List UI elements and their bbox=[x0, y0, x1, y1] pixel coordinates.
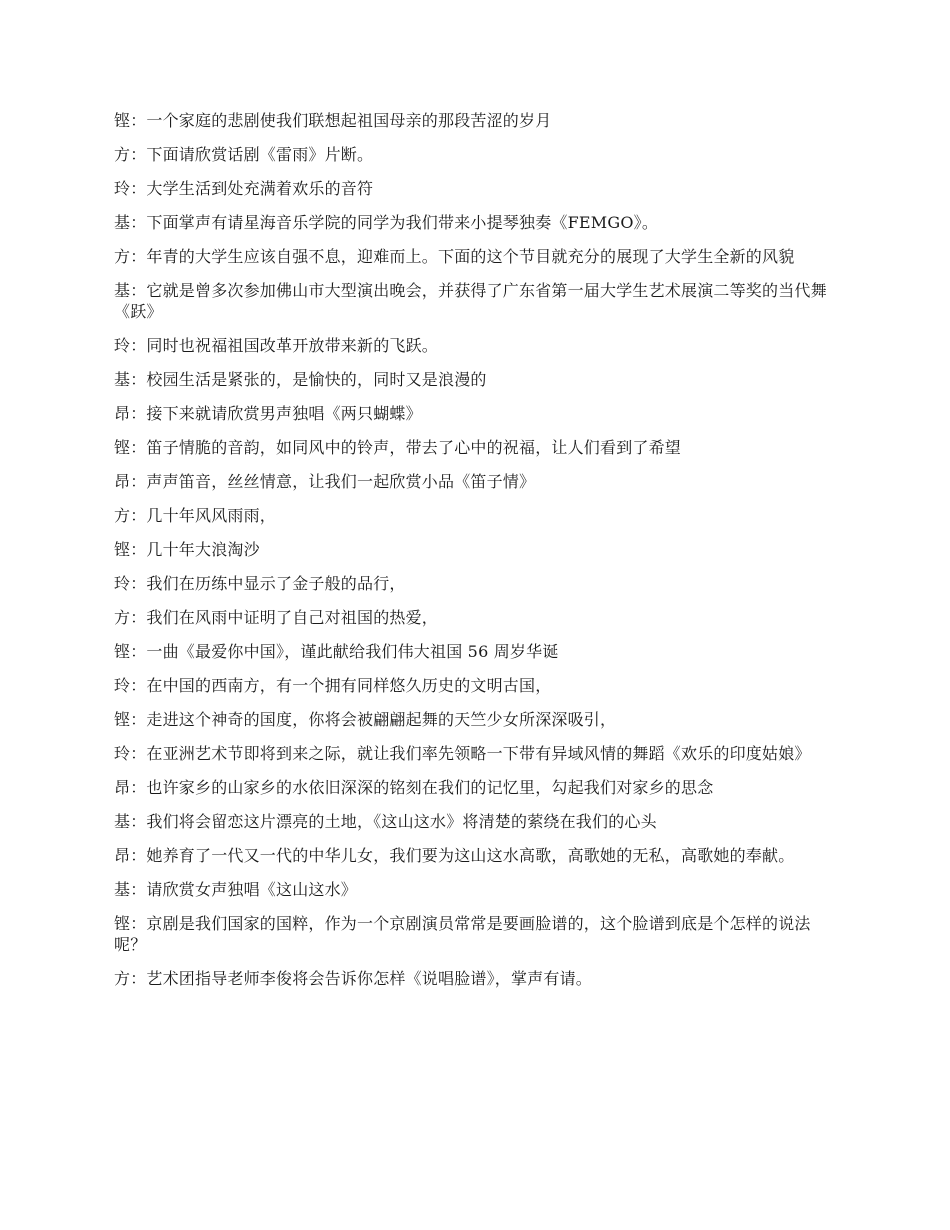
paragraph: 玲：我们在历练中显示了金子般的品行， bbox=[114, 574, 406, 593]
paragraph: 基：下面掌声有请星海音乐学院的同学为我们带来小提琴独奏《FEMGO》。 bbox=[114, 213, 659, 232]
paragraph: 玲：同时也祝福祖国改革开放带来新的飞跃。 bbox=[114, 336, 439, 355]
document-body bbox=[114, 110, 840, 1002]
paragraph: 玲：在亚洲艺术节即将到来之际，就让我们率先领略一下带有异域风情的舞蹈《欢乐的印度姑娘》 bbox=[114, 744, 811, 763]
paragraph: 铿：几十年大浪淘沙 bbox=[114, 540, 260, 559]
paragraph: 基：请欣赏女声独唱《这山这水》 bbox=[114, 880, 358, 899]
paragraph: 玲：在中国的西南方，有一个拥有同样悠久历史的文明古国， bbox=[114, 676, 552, 695]
paragraph: 昂：她养育了一代又一代的中华儿女，我们要为这山这水高歌，高歌她的无私，高歌她的奉献。 bbox=[114, 846, 795, 865]
paragraph: 昂：也许家乡的山家乡的水依旧深深的铭刻在我们的记忆里，勾起我们对家乡的思念 bbox=[114, 778, 714, 797]
paragraph: 基：它就是曾多次参加佛山市大型演出晚会，并获得了广东省第一届大学生艺术展演二等奖的当代舞《跃》 bbox=[114, 281, 827, 321]
paragraph: 方：我们在风雨中证明了自己对祖国的热爱， bbox=[114, 608, 439, 627]
paragraph: 基：校园生活是紧张的，是愉快的，同时又是浪漫的 bbox=[114, 370, 487, 389]
paragraph: 铿：走进这个神奇的国度，你将会被翩翩起舞的天竺少女所深深吸引， bbox=[114, 710, 617, 729]
paragraph: 铿：京剧是我们国家的国粹，作为一个京剧演员常常是要画脸谱的，这个脸谱到底是个怎样的说法呢？ bbox=[114, 914, 811, 954]
paragraph: 基：我们将会留恋这片漂亮的土地，《这山这水》将清楚的萦绕在我们的心头 bbox=[114, 812, 657, 831]
paragraph: 铿：一曲《最爱你中国》，谨此献给我们伟大祖国 56 周岁华诞 bbox=[114, 642, 559, 661]
paragraph: 方：年青的大学生应该自强不息，迎难而上。下面的这个节目就充分的展现了大学生全新的风貌 bbox=[114, 247, 795, 266]
paragraph: 昂：声声笛音，丝丝情意，让我们一起欣赏小品《笛子情》 bbox=[114, 472, 536, 491]
paragraph: 方：艺术团指导老师李俊将会告诉你怎样《说唱脸谱》，掌声有请。 bbox=[114, 969, 593, 988]
paragraph: 玲：大学生活到处充满着欢乐的音符 bbox=[114, 179, 374, 198]
paragraph: 昂：接下来就请欣赏男声独唱《两只蝴蝶》 bbox=[114, 404, 422, 423]
paragraph: 方：下面请欣赏话剧《雷雨》片断。 bbox=[114, 145, 374, 164]
paragraph: 铿：笛子情脆的音韵，如同风中的铃声，带去了心中的祝福，让人们看到了希望 bbox=[114, 438, 682, 457]
paragraph: 方：几十年风风雨雨， bbox=[114, 506, 277, 525]
paragraph: 铿：一个家庭的悲剧使我们联想起祖国母亲的那段苦涩的岁月 bbox=[114, 111, 552, 130]
